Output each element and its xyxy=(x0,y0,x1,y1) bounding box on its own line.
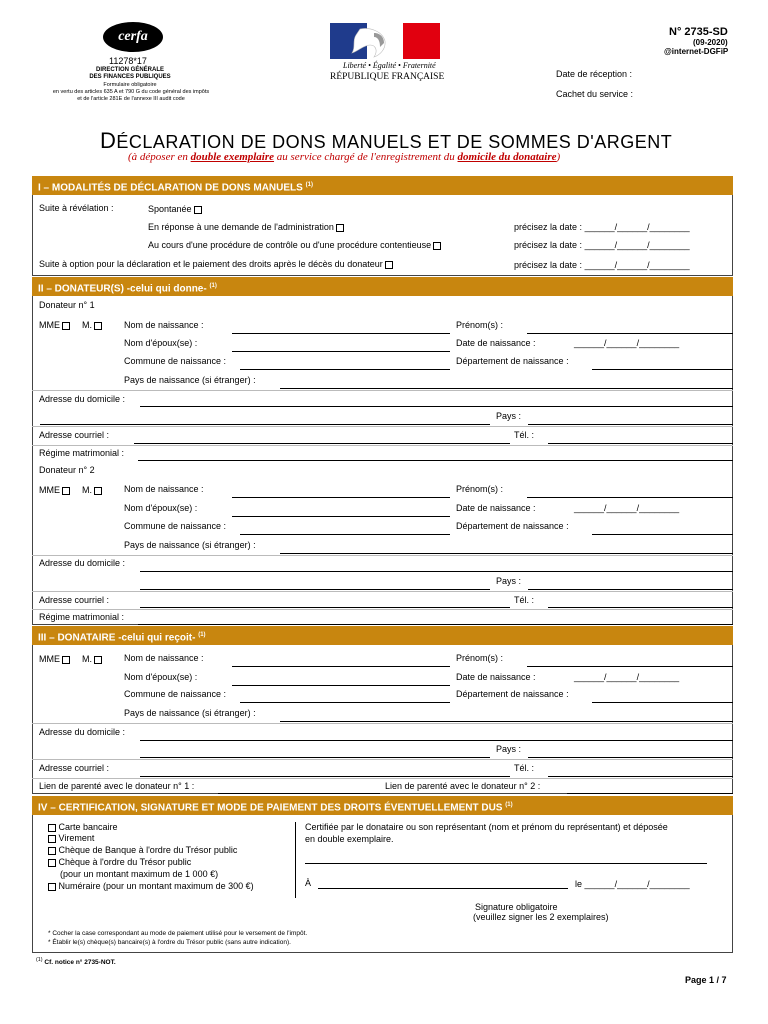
regime-label: Régime matrimonial : xyxy=(39,612,125,622)
tel-label: Tél. : xyxy=(514,430,535,440)
prenoms-label: Prénom(s) : xyxy=(456,320,504,330)
payment-footnote-1: * Cocher la case correspondant au mode de paiement utilisé pour le versement de l'impôt. xyxy=(48,930,308,937)
controle-checkbox[interactable] xyxy=(433,242,441,250)
section-3-header: III – DONATAIRE -celui qui reçoit- $^{(1)}$ xyxy=(32,626,733,645)
representant-input[interactable] xyxy=(305,863,707,864)
pays-naissance-input[interactable] xyxy=(280,553,733,554)
republique-label: RÉPUBLIQUE FRANÇAISE xyxy=(330,72,445,82)
date-naissance-label: Date de naissance : xyxy=(456,672,536,682)
pays-naissance-label: Pays de naissance (si étranger) : xyxy=(124,708,256,718)
commune-input[interactable] xyxy=(240,534,450,535)
payment-footnote-2: * Établir le(s) chèque(s) bancaire(s) à l'ordre du Trésor public (sans autre indication). xyxy=(48,939,291,946)
direction-label: DIRECTION GÉNÉRALE xyxy=(95,67,164,73)
spontanee-checkbox[interactable] xyxy=(194,206,202,214)
commune-label: Commune de naissance : xyxy=(124,689,227,699)
nom-naissance-input[interactable] xyxy=(232,333,450,334)
date-naissance-label: Date de naissance : xyxy=(456,503,536,513)
courriel-input[interactable] xyxy=(140,607,510,608)
lieu-label: À xyxy=(305,878,312,888)
m-checkbox[interactable] xyxy=(94,322,102,330)
date-naissance-label: Date de naissance : xyxy=(456,338,536,348)
departement-label: Département de naissance : xyxy=(456,521,569,531)
cachet-label: Cachet du service : xyxy=(556,89,634,99)
precisez-date-3[interactable]: précisez la date : ______/______/________ xyxy=(514,260,690,270)
form-number: N° 2735-SD xyxy=(669,26,728,38)
courriel-input[interactable] xyxy=(134,443,510,444)
lien-parente-1-input[interactable] xyxy=(218,793,380,794)
nom-epoux-input[interactable] xyxy=(232,351,450,352)
cheque-max-label: (pour un montant maximum de 1 000 €) xyxy=(60,869,219,879)
m-checkbox[interactable] xyxy=(94,656,102,664)
prenoms-label: Prénom(s) : xyxy=(456,484,504,494)
adresse-line-2[interactable] xyxy=(140,589,490,590)
pays-naissance-input[interactable] xyxy=(280,721,733,722)
pays-label: Pays : xyxy=(496,411,522,421)
suite-revelation-label: Suite à révélation : xyxy=(39,203,114,213)
cheque-tresor-checkbox[interactable] xyxy=(48,859,56,867)
mme-option[interactable]: MME xyxy=(39,485,70,495)
cheque-banque-option[interactable]: Chèque de Banque à l'ordre du Trésor public xyxy=(46,845,237,855)
page-title: DÉCLARATION DE DONS MANUELS ET DE SOMMES D'ARGENT xyxy=(100,128,673,153)
pays-naissance-label: Pays de naissance (si étranger) : xyxy=(124,375,256,385)
finances-label: DES FINANCES PUBLIQUES xyxy=(89,74,171,80)
adresse-label: Adresse du domicile : xyxy=(39,394,126,404)
nom-epoux-label: Nom d'époux(se) : xyxy=(124,338,198,348)
regime-label: Régime matrimonial : xyxy=(39,448,125,458)
date-naissance-input[interactable]: ______/______/________ xyxy=(574,503,680,513)
date-reception-label: Date de réception : xyxy=(556,69,633,79)
numeraire-option[interactable]: Numéraire (pour un montant maximum de 300 €) xyxy=(46,881,254,891)
adresse-line-2[interactable] xyxy=(40,424,490,425)
mme-checkbox[interactable] xyxy=(62,656,70,664)
tel-input[interactable] xyxy=(548,776,733,777)
footer-note: $^{(1)}$ Cf. notice n° 2735-NOT. xyxy=(36,957,116,967)
tel-label: Tél. : xyxy=(514,595,535,605)
legal-line-1: en vertu des articles 635 A et 790 G du code général des impôts xyxy=(52,89,210,95)
signature-label: Signature obligatoire xyxy=(475,902,558,912)
mme-checkbox[interactable] xyxy=(62,322,70,330)
nom-naissance-label: Nom de naissance : xyxy=(124,653,204,663)
commune-input[interactable] xyxy=(240,369,450,370)
tel-input[interactable] xyxy=(548,443,733,444)
m-option[interactable]: M. xyxy=(82,654,102,664)
page-subtitle: (à déposer en double exemplaire au service chargé de l'enregistrement du domicile du donataire) xyxy=(128,151,561,163)
nom-epoux-input[interactable] xyxy=(232,516,450,517)
commune-label: Commune de naissance : xyxy=(124,356,227,366)
nom-epoux-input[interactable] xyxy=(232,685,450,686)
departement-input[interactable] xyxy=(592,369,733,370)
pays-label: Pays : xyxy=(496,576,522,586)
departement-label: Département de naissance : xyxy=(456,356,569,366)
nom-naissance-input[interactable] xyxy=(232,666,450,667)
pays-input[interactable] xyxy=(528,589,733,590)
section-2-header: II – DONATEUR(S) -celui qui donne- $^{(1)}$ xyxy=(32,277,733,296)
signature-note: (veuillez signer les 2 exemplaires) xyxy=(473,912,609,922)
precisez-date-2[interactable]: précisez la date : ______/______/________ xyxy=(514,240,690,250)
commune-input[interactable] xyxy=(240,702,450,703)
cheque-tresor-option[interactable]: Chèque à l'ordre du Trésor public xyxy=(46,857,191,867)
courriel-label: Adresse courriel : xyxy=(39,763,110,773)
cerfa-logo: cerfa xyxy=(103,22,163,52)
option-deces[interactable]: Suite à option pour la déclaration et le paiement des droits après le décès du donateur xyxy=(39,259,393,269)
nom-naissance-label: Nom de naissance : xyxy=(124,484,204,494)
m-option[interactable]: M. xyxy=(82,485,102,495)
carte-checkbox[interactable] xyxy=(48,824,56,832)
reponse-checkbox[interactable] xyxy=(336,224,344,232)
virement-checkbox[interactable] xyxy=(48,835,56,843)
reponse-option[interactable]: En réponse à une demande de l'administration xyxy=(148,222,344,232)
m-option[interactable]: M. xyxy=(82,320,102,330)
pays-naissance-input[interactable] xyxy=(280,388,733,389)
lien-parente-2-input[interactable] xyxy=(567,793,733,794)
mme-option[interactable]: MME xyxy=(39,654,70,664)
certifiee-text-2: en double exemplaire. xyxy=(305,834,394,844)
adresse-input[interactable] xyxy=(140,406,733,407)
option-deces-checkbox[interactable] xyxy=(385,261,393,269)
lien-parente-2-label: Lien de parenté avec le donateur n° 2 : xyxy=(385,781,541,791)
courriel-label: Adresse courriel : xyxy=(39,595,110,605)
mme-option[interactable]: MME xyxy=(39,320,70,330)
carte-bancaire-option[interactable]: Carte bancaire xyxy=(46,822,118,832)
courriel-label: Adresse courriel : xyxy=(39,430,110,440)
nom-naissance-label: Nom de naissance : xyxy=(124,320,204,330)
departement-input[interactable] xyxy=(592,534,733,535)
cheque-banque-checkbox[interactable] xyxy=(48,847,56,855)
prenoms-input[interactable] xyxy=(527,497,733,498)
departement-label: Département de naissance : xyxy=(456,689,569,699)
spontanee-option[interactable]: Spontanée xyxy=(148,204,202,214)
controle-option[interactable]: Au cours d'une procédure de contrôle ou d'une procédure contentieuse xyxy=(148,240,441,250)
pays-label: Pays : xyxy=(496,744,522,754)
formulaire-label: Formulaire obligatoire xyxy=(103,82,157,88)
adresse-input[interactable] xyxy=(140,571,733,572)
adresse-input[interactable] xyxy=(140,740,733,741)
courriel-input[interactable] xyxy=(140,776,510,777)
tel-label: Tél. : xyxy=(514,763,535,773)
form-date: (09-2020) xyxy=(693,38,728,47)
prenoms-input[interactable] xyxy=(527,666,733,667)
lieu-input[interactable] xyxy=(318,888,568,889)
le-label[interactable]: le ______/______/________ xyxy=(575,879,690,889)
nom-epoux-label: Nom d'époux(se) : xyxy=(124,503,198,513)
prenoms-label: Prénom(s) : xyxy=(456,653,504,663)
motto: Liberté • Égalité • Fraternité xyxy=(343,61,436,70)
donateur-1-label: Donateur n° 1 xyxy=(39,300,95,310)
m-checkbox[interactable] xyxy=(94,487,102,495)
precisez-date-1[interactable]: précisez la date : ______/______/________ xyxy=(514,222,690,232)
adresse-label: Adresse du domicile : xyxy=(39,727,126,737)
marianne-logo-icon xyxy=(330,23,440,59)
section-1-header: I – MODALITÉS DE DÉCLARATION DE DONS MANUELS $^{(1)}$ xyxy=(32,176,733,195)
virement-option[interactable]: Virement xyxy=(46,833,94,843)
page-number: Page 1 / 7 xyxy=(685,975,727,985)
regime-input[interactable] xyxy=(138,460,733,461)
numeraire-checkbox[interactable] xyxy=(48,883,56,891)
adresse-line-2[interactable] xyxy=(140,757,490,758)
form-source: @internet-DGFiP xyxy=(664,47,729,56)
nom-epoux-label: Nom d'époux(se) : xyxy=(124,672,198,682)
date-naissance-input[interactable]: ______/______/________ xyxy=(574,338,680,348)
date-naissance-input[interactable]: ______/______/________ xyxy=(574,672,680,682)
departement-input[interactable] xyxy=(592,702,733,703)
section-4-header: IV – CERTIFICATION, SIGNATURE ET MODE DE PAIEMENT DES DROITS ÉVENTUELLEMENT DUS $^{(1)}$ xyxy=(32,796,733,815)
cerfa-number: 11278*17 xyxy=(109,56,147,66)
commune-label: Commune de naissance : xyxy=(124,521,227,531)
pays-input[interactable] xyxy=(528,757,733,758)
mme-checkbox[interactable] xyxy=(62,487,70,495)
pays-input[interactable] xyxy=(528,424,733,425)
legal-line-2: et de l'article 281E de l'annexe III audit code xyxy=(77,96,185,102)
tel-input[interactable] xyxy=(548,607,733,608)
prenoms-input[interactable] xyxy=(527,333,733,334)
nom-naissance-input[interactable] xyxy=(232,497,450,498)
adresse-label: Adresse du domicile : xyxy=(39,558,126,568)
certifiee-text-1: Certifiée par le donataire ou son représentant (nom et prénom du représentant) et déposée xyxy=(305,822,668,832)
lien-parente-1-label: Lien de parenté avec le donateur n° 1 : xyxy=(39,781,195,791)
pays-naissance-label: Pays de naissance (si étranger) : xyxy=(124,540,256,550)
donateur-2-label: Donateur n° 2 xyxy=(39,465,95,475)
regime-input[interactable] xyxy=(138,624,733,625)
